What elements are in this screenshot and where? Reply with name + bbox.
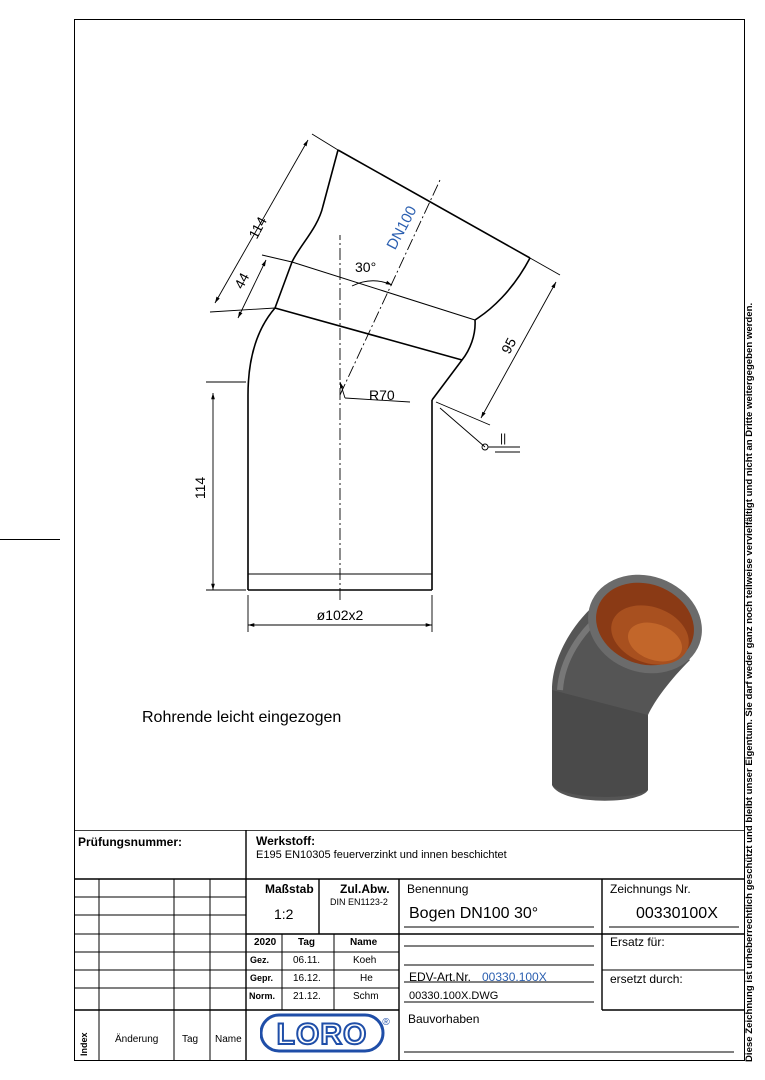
gepr-tag: 16.12. [293, 973, 321, 984]
gepr-name: He [360, 973, 373, 984]
zeichnungs-value: 00330100X [636, 905, 718, 922]
gez-tag: 06.11. [293, 955, 321, 966]
dim-radius: R70 [369, 387, 395, 403]
benennung-value: Bogen DN100 30° [409, 905, 539, 922]
name-col-label: Name [215, 1034, 242, 1045]
dwg-file: 00330.100X.DWG [409, 990, 499, 1002]
massstab-value: 1:2 [274, 906, 294, 922]
drawing-note: Rohrende leicht eingezogen [142, 709, 342, 726]
dim-95: 95 [497, 335, 520, 357]
norm-tag: 21.12. [293, 991, 321, 1002]
benennung-label: Benennung [407, 882, 469, 896]
year-label: 2020 [254, 937, 277, 948]
norm-label: Norm. [249, 991, 276, 1001]
dim-nominal: DN100 [383, 203, 421, 253]
zeichnungs-label: Zeichnungs Nr. [610, 882, 691, 896]
title-block [74, 830, 745, 1060]
socket-right-wall [432, 258, 530, 400]
copyright-note: Diese Zeichnung ist urheberrechtlich geschützt und bleibt unser Eigentum. Sie darf weder ganz noch teilweise vervielfältigt und nicht an Dritte weitergegeben werden. [744, 302, 755, 1062]
socket-left-wall [275, 150, 338, 308]
bauvorhaben-label: Bauvorhaben [408, 1012, 480, 1026]
edv-value: 00330.100X [482, 970, 547, 984]
ersatz-fuer-label: Ersatz für: [610, 935, 665, 949]
massstab-label: Maßstab [265, 882, 314, 896]
loro-logo [260, 1013, 390, 1053]
norm-name: Schm [353, 991, 379, 1002]
aenderung-label: Änderung [115, 1034, 159, 1045]
index-label: Index [79, 1032, 89, 1056]
pruefnummer-label: Prüfungsnummer: [78, 835, 183, 849]
tag-col-label: Tag [182, 1034, 199, 1045]
loro-logo-reg: ® [382, 1017, 390, 1028]
dim-top-114: 114 [245, 214, 270, 242]
gepr-label: Gepr. [250, 973, 274, 983]
socket-top-edge [338, 150, 530, 258]
dim-diameter: ø102x2 [316, 607, 364, 623]
socket-groove-line [292, 262, 475, 320]
tag-header: Tag [298, 937, 316, 948]
ersetzt-durch-label: ersetzt durch: [610, 972, 683, 986]
name-header: Name [350, 937, 378, 948]
pipe-3d-render [552, 559, 716, 801]
werkstoff-value: E195 EN10305 feuerverzinkt und innen beschichtet [256, 849, 507, 861]
werkstoff-label: Werkstoff: [256, 834, 316, 848]
zul-abw-label: Zul.Abw. [340, 882, 390, 896]
loro-logo-text: LORO [276, 1018, 368, 1051]
pipe-left-wall [248, 308, 275, 590]
dim-44: 44 [230, 270, 253, 292]
gez-name: Koeh [353, 955, 377, 966]
zul-abw-value: DIN EN1123-2 [330, 897, 388, 907]
gez-label: Gez. [250, 955, 270, 965]
parallel-symbol: || [500, 431, 507, 445]
dim-angle: 30° [355, 259, 377, 275]
dim-left-114: 114 [192, 476, 208, 500]
edv-label: EDV-Art.Nr. [409, 970, 472, 984]
